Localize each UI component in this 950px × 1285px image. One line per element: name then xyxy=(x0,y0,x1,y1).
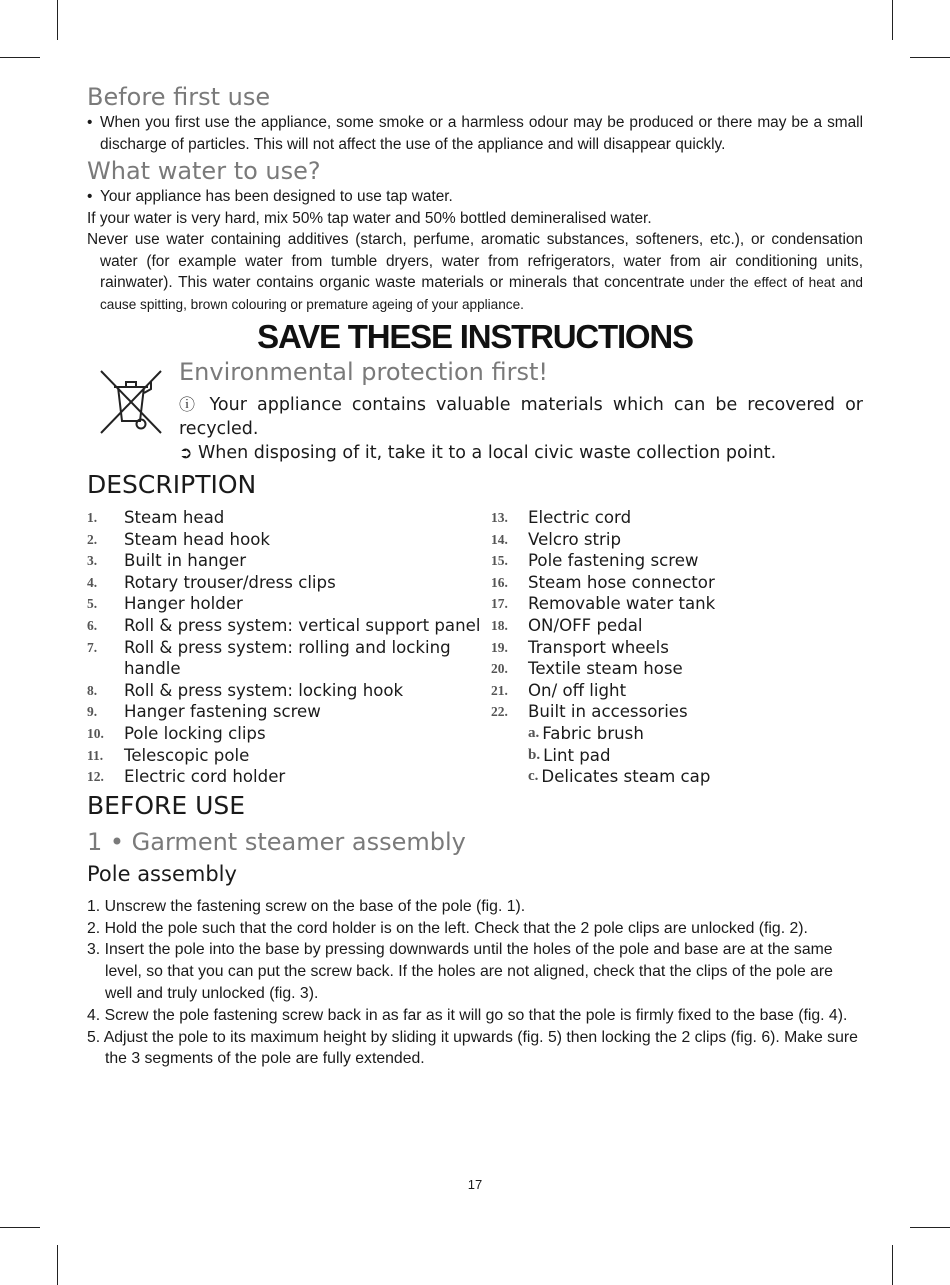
item-number: 21. xyxy=(491,682,508,698)
item-number: 11. xyxy=(87,747,104,763)
item-number: 7. xyxy=(87,639,98,655)
before-first-use-section xyxy=(87,82,863,155)
crop-mark xyxy=(910,1227,950,1228)
first-use-bullet: • When you first use the appliance, some smoke or a harmless odour may be produced or there may be a small discharge of particles. This will not affect the use of the appliance and will disappear quickly. xyxy=(87,112,863,155)
crop-mark xyxy=(57,0,58,40)
item-label: Hanger holder xyxy=(124,594,243,614)
crossed-bin-icon xyxy=(99,367,163,437)
item-number: 3. xyxy=(87,553,98,569)
item-label: Roll & press system: vertical support panel xyxy=(124,615,481,635)
crop-mark xyxy=(892,1245,893,1285)
list-item xyxy=(87,529,491,551)
disposal-note-text: When disposing of it, take it to a local civic waste collection point. xyxy=(192,443,777,463)
item-number: 2. xyxy=(87,531,98,547)
list-item xyxy=(87,680,491,702)
additives-warning-text: Never use water containing additives (starch, perfume, aromatic substances, softeners, etc.), or condensation water (for example water from tumble dryers, water from refrigerators, water from air conditioning units, rainwater). This water contains organic waste materials or minerals that concentrate xyxy=(87,231,863,291)
item-number: 10. xyxy=(87,725,104,741)
item-label: Pole fastening screw xyxy=(528,551,699,571)
item-label: Pole locking clips xyxy=(124,723,266,743)
item-label: Transport wheels xyxy=(528,637,669,657)
item-label: Electric cord xyxy=(528,508,632,527)
item-label: Velcro strip xyxy=(528,529,622,549)
list-item xyxy=(491,680,863,702)
list-item xyxy=(87,701,491,723)
list-item xyxy=(87,615,491,637)
page-number: 17 xyxy=(467,1177,483,1192)
item-label: Removable water tank xyxy=(528,594,716,614)
accessory-item xyxy=(491,723,863,745)
recyclable-note xyxy=(179,393,863,441)
environment-title: Environmental protection first! xyxy=(179,358,548,386)
assembly-subtitle: 1 • Garment steamer assembly xyxy=(87,827,466,856)
item-label: Steam hose connector xyxy=(528,572,715,592)
assembly-step: 5. Adjust the pole to its maximum height by sliding it upwards (fig. 5) then locking the 2 clips (fig. 6). Make sure the 3 segments of the pole are fully extended. xyxy=(87,1028,858,1068)
item-number: 14. xyxy=(491,531,508,547)
item-label: Built in hanger xyxy=(124,551,247,571)
accessory-letter: c. xyxy=(528,768,539,785)
item-label: Roll & press system: locking hook xyxy=(124,680,404,700)
item-number: 13. xyxy=(491,510,508,525)
crop-mark xyxy=(910,57,950,58)
item-label: Hanger fastening screw xyxy=(124,702,321,722)
assembly-steps xyxy=(87,896,863,1070)
accessory-letter: a. xyxy=(528,724,540,741)
item-number: 15. xyxy=(491,553,508,569)
page-content xyxy=(87,82,863,1070)
item-label: Steam head hook xyxy=(124,529,270,549)
item-number: 16. xyxy=(491,574,508,590)
list-item xyxy=(491,593,863,615)
item-number: 1. xyxy=(87,510,98,525)
list-item xyxy=(87,723,491,745)
crop-mark xyxy=(0,57,40,58)
item-number: 9. xyxy=(87,704,98,720)
item-label: Textile steam hose xyxy=(528,659,683,679)
list-item xyxy=(491,550,863,572)
list-item xyxy=(491,529,863,551)
additives-warning-text-end: under the effect of heat and cause spitting, brown colouring or premature ageing of your appliance. xyxy=(100,275,863,312)
list-item xyxy=(87,507,491,529)
additives-warning-paragraph xyxy=(87,229,863,315)
assembly-step: 4. Screw the pole fastening screw back in as far as it will go so that the pole is firmly fixed to the base (fig. 4). xyxy=(87,1006,848,1024)
list-item xyxy=(87,637,491,680)
list-item xyxy=(87,550,491,572)
list-item xyxy=(491,507,863,529)
item-number: 6. xyxy=(87,617,98,633)
save-instructions-title: SAVE THESE INSTRUCTIONS xyxy=(257,318,693,355)
item-number: 17. xyxy=(491,596,508,612)
environment-section xyxy=(87,357,863,465)
parts-list-left xyxy=(87,507,491,788)
item-label: ON/OFF pedal xyxy=(528,615,643,635)
item-label: On/ off light xyxy=(528,680,627,700)
list-item xyxy=(491,658,863,680)
item-label: Built in accessories xyxy=(528,702,688,722)
list-item xyxy=(87,745,491,767)
parts-list-right xyxy=(491,507,863,788)
crop-mark xyxy=(0,1227,40,1228)
item-label: Steam head xyxy=(124,508,225,527)
assembly-step: 1. Unscrew the fastening screw on the base of the pole (fig. 1). xyxy=(87,897,526,915)
item-number: 4. xyxy=(87,574,98,590)
accessory-letter: b. xyxy=(528,746,541,763)
item-number: 5. xyxy=(87,596,98,612)
accessory-item xyxy=(491,766,863,788)
water-section xyxy=(87,156,863,315)
accessory-label: Fabric brush xyxy=(542,723,644,743)
before-use-section xyxy=(87,790,863,1070)
accessory-label: Lint pad xyxy=(543,745,611,765)
item-number: 20. xyxy=(491,661,508,677)
pole-assembly-title: Pole assembly xyxy=(87,861,237,886)
description-title: DESCRIPTION xyxy=(87,470,257,499)
before-use-title: BEFORE USE xyxy=(87,790,246,820)
info-icon: ⓘ xyxy=(179,395,200,414)
arrow-icon: ➲ xyxy=(179,443,193,462)
crop-mark xyxy=(57,1245,58,1285)
list-item xyxy=(491,615,863,637)
item-label: Electric cord holder xyxy=(124,767,286,787)
item-label: Rotary trouser/dress clips xyxy=(124,572,336,592)
parts-list xyxy=(87,507,863,788)
item-number: 18. xyxy=(491,617,508,633)
assembly-step: 3. Insert the pole into the base by pressing downwards until the holes of the pole and base are at the same level, so that you can put the screw back. If the holes are not aligned, check that the clips of the pole are well and truly unlocked (fig. 3). xyxy=(87,941,833,1002)
description-section xyxy=(87,469,863,788)
list-item xyxy=(87,766,491,788)
item-label: Roll & press system: rolling and locking handle xyxy=(124,637,451,679)
list-item xyxy=(87,572,491,594)
item-number: 8. xyxy=(87,682,98,698)
item-number: 22. xyxy=(491,704,508,720)
assembly-step: 2. Hold the pole such that the cord holder is on the left. Check that the 2 pole clips are unlocked (fig. 2). xyxy=(87,919,808,937)
hard-water-paragraph: If your water is very hard, mix 50% tap water and 50% bottled demineralised water. xyxy=(87,209,652,227)
item-number: 12. xyxy=(87,769,104,785)
water-bullet: • Your appliance has been designed to use tap water. xyxy=(87,186,863,208)
list-item xyxy=(491,701,863,723)
list-item xyxy=(491,572,863,594)
item-number: 19. xyxy=(491,639,508,655)
accessory-label: Delicates steam cap xyxy=(541,767,711,787)
list-item xyxy=(491,637,863,659)
crop-mark xyxy=(892,0,893,40)
accessory-item xyxy=(491,745,863,767)
water-title: What water to use? xyxy=(87,157,321,185)
item-label: Telescopic pole xyxy=(124,745,250,765)
recyclable-note-text: Your appliance contains valuable materials which can be recovered or recycled. xyxy=(179,395,863,439)
list-item xyxy=(87,593,491,615)
disposal-note xyxy=(179,441,863,465)
before-first-use-title: Before first use xyxy=(87,83,271,111)
